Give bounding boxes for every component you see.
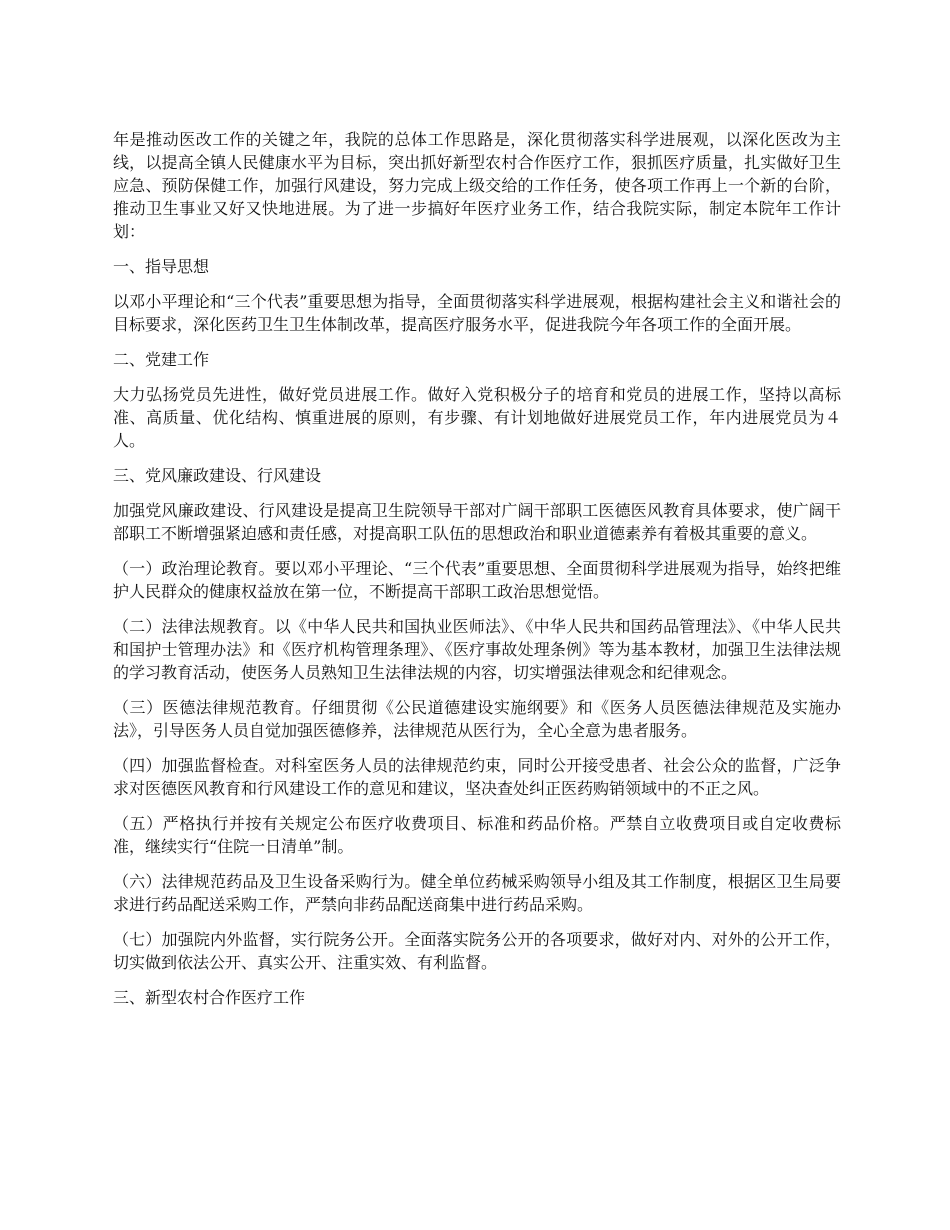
- item-paragraph-4: （四）加强监督检查。对科室医务人员的法律规范约束，同时公开接受患者、社会公众的监督，广泛争求对医德医风教育和行风建设工作的意见和建议，坚决查处纠正医药购销领域中的不正之风。: [113, 756, 841, 798]
- item-paragraph-5: （五）严格执行并按有关规定公布医疗收费项目、标准和药品价格。严禁自立收费项目或自定收费标准，继续实行“住院一日清单”制。: [113, 814, 841, 856]
- integrity-paragraph: 加强党风廉政建设、行风建设是提高卫生院领导干部对广阔干部职工医德医风教育具体要求，使广阔干部职工不断增强紧迫感和责任感，对提高职工队伍的思想政治和职业道德素养有着极其重要的意义。: [113, 501, 841, 543]
- section-heading-integrity: 三、党风廉政建设、行风建设: [113, 466, 322, 485]
- section-heading-party-building: 二、党建工作: [113, 350, 210, 369]
- section-heading-guiding-ideology: 一、指导思想: [113, 257, 210, 276]
- item-paragraph-7: （七）加强院内外监督，实行院务公开。全面落实院务公开的各项要求，做好对内、对外的公开工作，切实做到依法公开、真实公开、注重实效、有利监督。: [113, 930, 841, 972]
- item-paragraph-6: （六）法律规范药品及卫生设备采购行为。健全单位药械采购领导小组及其工作制度，根据区卫生局要求进行药品配送采购工作，严禁向非药品配送商集中进行药品采购。: [113, 872, 841, 914]
- party-building-paragraph: 大力弘扬党员先进性，做好党员进展工作。做好入党积极分子的培育和党员的进展工作，坚持以高标准、高质量、优化结构、慎重进展的原则，有步骤、有计划地做好进展党员工作，年内进展党员为４人。: [113, 385, 841, 450]
- item-paragraph-3: （三）医德法律规范教育。仔细贯彻《公民道德建设实施纲要》和《医务人员医德法律规范及实施办法》，引导医务人员自觉加强医德修养，法律规范从医行为，全心全意为患者服务。: [113, 698, 841, 740]
- document-page: [113, 128, 841, 1021]
- item-paragraph-2: （二）法律法规教育。以《中华人民共和国执业医师法》、《中华人民共和国药品管理法》、《中华人民共和国护士管理办法》和《医疗机构管理条理》、《医疗事故处理条例》等为基本教材，加强卫生法律法规的学习教育活动，使医务人员熟知卫生法律法规的内容，切实增强法律观念和纪律观念。: [113, 617, 841, 682]
- guiding-ideology-paragraph: 以邓小平理论和“三个代表”重要思想为指导，全面贯彻落实科学进展观，根据构建社会主义和谐社会的目标要求，深化医药卫生卫生体制改革，提高医疗服务水平，促进我院今年各项工作的全面开展。: [113, 292, 841, 334]
- section-heading-rural-cooperative-medical: 三、新型农村合作医疗工作: [113, 988, 306, 1007]
- intro-paragraph: 年是推动医改工作的关键之年，我院的总体工作思路是，深化贯彻落实科学进展观，以深化医改为主线，以提高全镇人民健康水平为目标，突出抓好新型农村合作医疗工作，狠抓医疗质量，扎实做好卫生应急、预防保健工作，加强行风建设，努力完成上级交给的工作任务，使各项工作再上一个新的台阶，推动卫生事业又好又快地进展。为了进一步搞好年医疗业务工作，结合我院实际，制定本院年工作计划：: [113, 130, 841, 241]
- item-paragraph-1: （一）政治理论教育。要以邓小平理论、“三个代表”重要思想、全面贯彻科学进展观为指导，始终把维护人民群众的健康权益放在第一位，不断提高干部职工政治思想觉悟。: [113, 559, 841, 601]
